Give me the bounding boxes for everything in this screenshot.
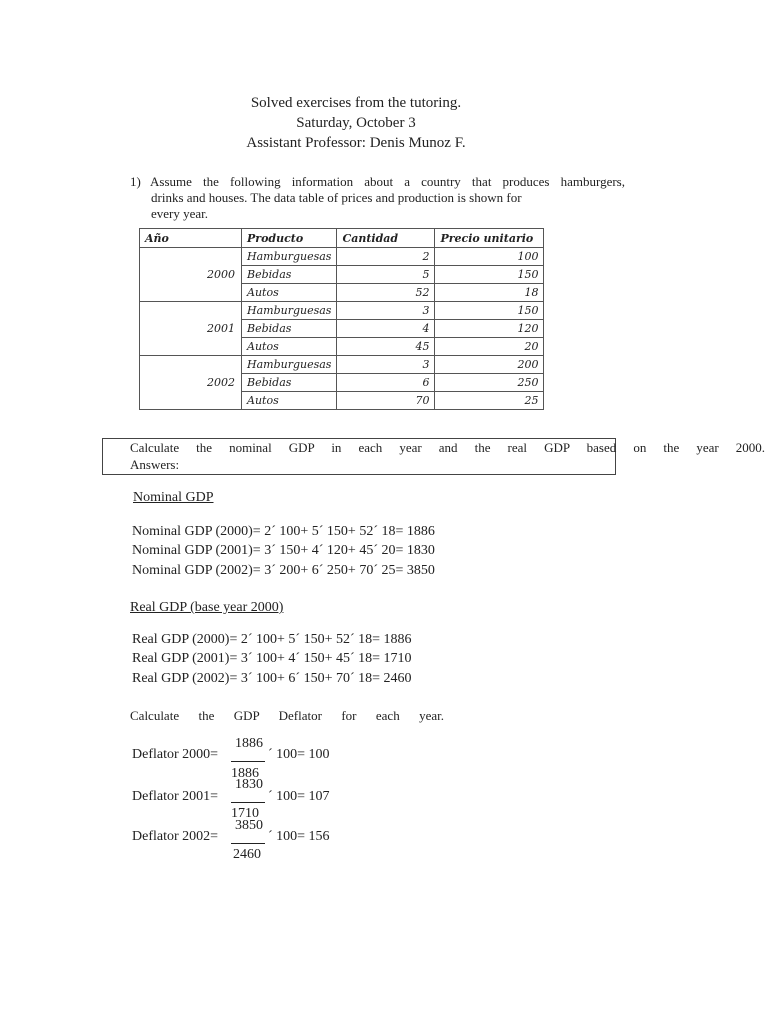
quantity-cell: 52 [337,284,435,302]
product-cell: Autos [242,338,337,356]
real-gdp-line: Real GDP (2001)= 3´ 100+ 4´ 150+ 45´ 18= 1710 [132,651,412,666]
column-header-year: Año [140,229,242,248]
doc-date: Saturday, October 3 [296,115,416,131]
deflator-label: Deflator 2000= [132,747,219,762]
real-gdp-heading: Real GDP (base year 2000) [130,600,284,615]
price-cell: 250 [435,374,544,392]
nominal-gdp-line: Nominal GDP (2000)= 2´ 100+ 5´ 150+ 52´ 18= 1886 [132,524,435,539]
price-cell: 150 [435,266,544,284]
product-cell: Hamburguesas [242,248,337,266]
table-header-row [140,229,544,248]
price-cell: 20 [435,338,544,356]
product-cell: Bebidas [242,374,337,392]
price-cell: 18 [435,284,544,302]
quantity-cell: 3 [337,356,435,374]
deflator-task: Calculate the GDP Deflator for each year. [130,708,444,723]
doc-author: Assistant Professor: Denis Munoz F. [246,135,466,151]
deflator-numerator: 3850 [235,818,263,833]
nominal-gdp-line: Nominal GDP (2001)= 3´ 150+ 4´ 120+ 45´ 20= 1830 [132,543,435,558]
quantity-cell: 4 [337,320,435,338]
column-header-price: Precio unitario [435,229,544,248]
price-cell: 150 [435,302,544,320]
product-cell: Hamburguesas [242,302,337,320]
deflator-numerator: 1830 [235,777,263,792]
quantity-cell: 45 [337,338,435,356]
quantity-cell: 2 [337,248,435,266]
deflator-denominator: 2460 [233,847,261,862]
fraction-bar [231,843,265,844]
deflator-result: ´ 100= 107 [268,789,330,804]
table-row [140,302,544,320]
quantity-cell: 6 [337,374,435,392]
product-cell: Hamburguesas [242,356,337,374]
product-cell: Bebidas [242,320,337,338]
deflator-label: Deflator 2001= [132,789,219,804]
column-header-quantity: Cantidad [337,229,435,248]
year-cell: 2000 [140,248,242,302]
real-gdp-line: Real GDP (2000)= 2´ 100+ 5´ 150+ 52´ 18= 1886 [132,632,412,647]
column-header-product: Producto [242,229,337,248]
quantity-cell: 70 [337,392,435,410]
product-cell: Bebidas [242,266,337,284]
question-number: 1) [130,174,141,189]
deflator-numerator: 1886 [235,736,263,751]
deflator-result: ´ 100= 100 [268,747,330,762]
question-line-3: every year. [151,206,209,221]
price-cell: 100 [435,248,544,266]
nominal-gdp-line: Nominal GDP (2002)= 3´ 200+ 6´ 250+ 70´ 25= 3850 [132,563,435,578]
deflator-denominator: 1886 [231,766,259,781]
question-line-2: drinks and houses. The data table of prices and production is shown for [151,190,522,205]
year-cell: 2001 [140,302,242,356]
price-cell: 120 [435,320,544,338]
product-cell: Autos [242,284,337,302]
deflator-result: ´ 100= 156 [268,829,330,844]
quantity-cell: 3 [337,302,435,320]
deflator-denominator: 1710 [231,806,259,821]
price-cell: 200 [435,356,544,374]
product-cell: Autos [242,392,337,410]
fraction-bar [231,761,265,762]
table-row [140,356,544,374]
table-row [140,248,544,266]
data-table [139,228,544,410]
question-line-1: Assume the following information about a country that produces hamburgers, [150,174,625,189]
year-cell: 2002 [140,356,242,410]
task-line-1: Calculate the nominal GDP in each year and the real GDP based on the year 2000. [130,440,765,455]
real-gdp-line: Real GDP (2002)= 3´ 100+ 6´ 150+ 70´ 18= 2460 [132,671,412,686]
fraction-bar [231,802,265,803]
price-cell: 25 [435,392,544,410]
quantity-cell: 5 [337,266,435,284]
task-line-2: Answers: [130,457,180,472]
nominal-gdp-heading: Nominal GDP [133,490,214,505]
deflator-label: Deflator 2002= [132,829,219,844]
doc-title: Solved exercises from the tutoring. [250,95,462,111]
